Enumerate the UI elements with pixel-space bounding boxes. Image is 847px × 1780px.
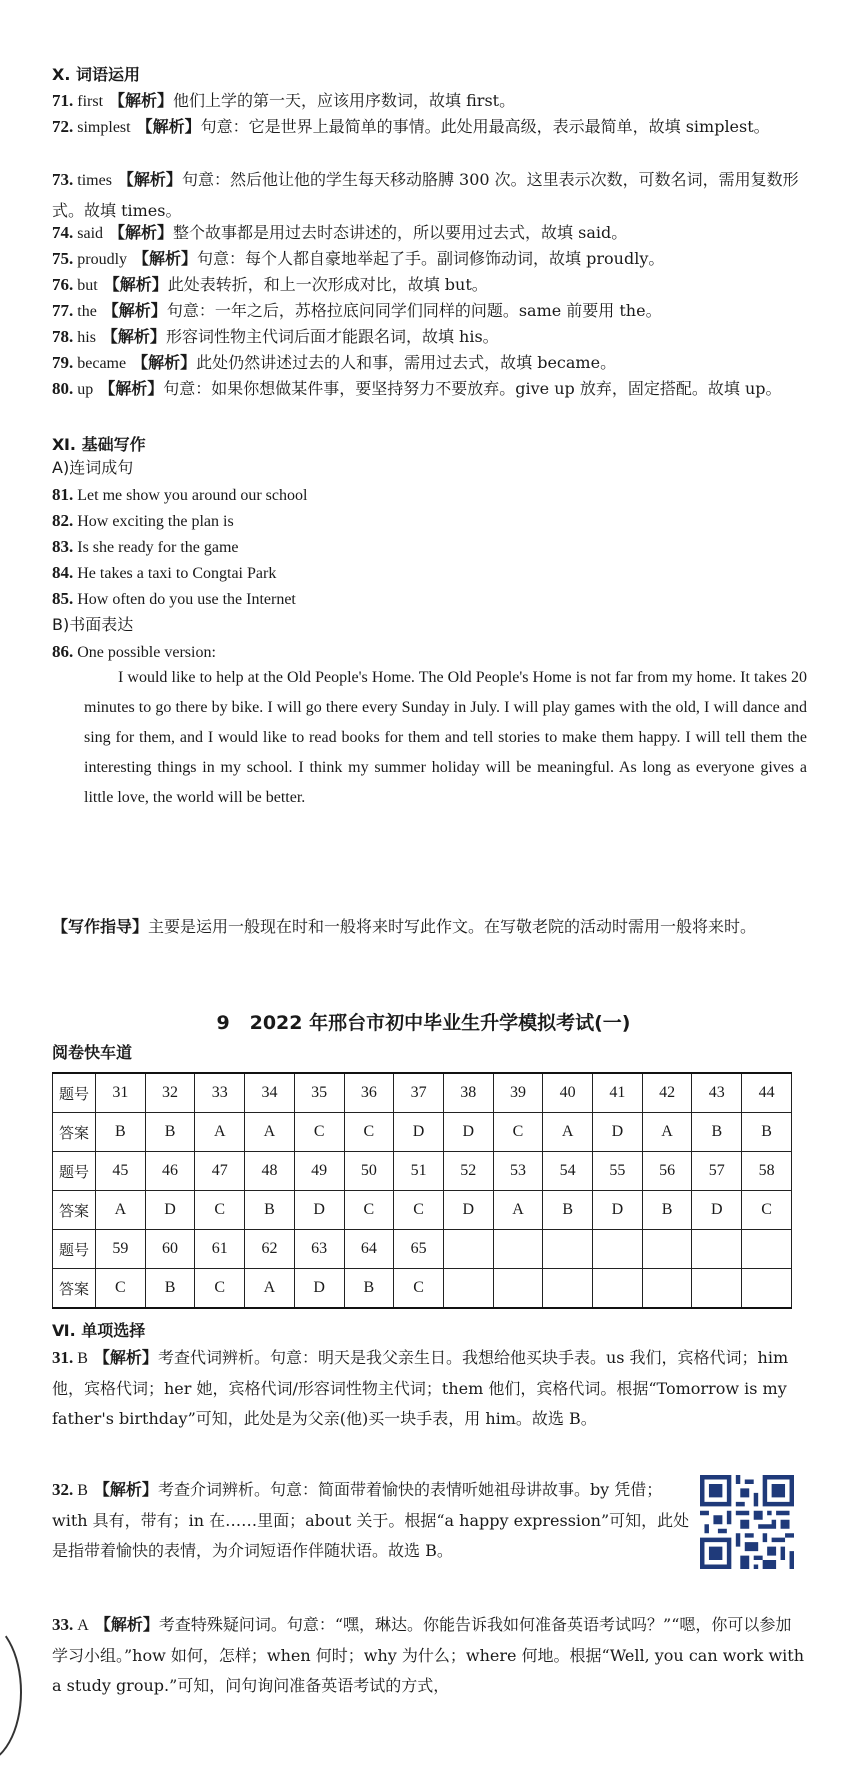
vocab-item-77: 77. the 【解析】句意：一年之后，苏格拉底问同学们同样的问题。same 前要用 the。 bbox=[52, 301, 662, 320]
vocab-item-79: 79. became 【解析】此处仍然讲述过去的人和事，需用过去式，故填 became。 bbox=[52, 353, 617, 372]
question-number-cell: 53 bbox=[493, 1152, 543, 1191]
question-number-cell: 37 bbox=[394, 1073, 444, 1113]
question-number-cell: 44 bbox=[742, 1073, 792, 1113]
section-single-choice-heading: Ⅵ. 单项选择 bbox=[52, 1321, 146, 1340]
question-number-cell: 35 bbox=[294, 1073, 344, 1113]
part-a-heading: A)连词成句 bbox=[52, 458, 134, 477]
vocab-item-72: 72. simplest 【解析】句意：它是世界上最简单的事情。此处用最高级，表示最简单，故填 simplest。 bbox=[52, 117, 770, 136]
vocab-item-75: 75. proudly 【解析】句意：每个人都自豪地举起了手。副词修饰动词，故填 proudly。 bbox=[52, 249, 665, 268]
question-number-cell: 54 bbox=[543, 1152, 593, 1191]
answer-cell: A bbox=[642, 1113, 692, 1152]
question-number-cell: 41 bbox=[593, 1073, 643, 1113]
answer-cell: D bbox=[692, 1191, 742, 1230]
question-number-cell bbox=[742, 1230, 792, 1269]
vocab-item-76: 76. but 【解析】此处表转折，和上一次形成对比，故填 but。 bbox=[52, 275, 488, 294]
question-number-cell: 47 bbox=[195, 1152, 245, 1191]
quick-grading-heading: 阅卷快车道 bbox=[52, 1043, 133, 1062]
part-b-heading: B)书面表达 bbox=[52, 615, 134, 634]
question-number-cell: 36 bbox=[344, 1073, 394, 1113]
answer-cell: B bbox=[245, 1191, 295, 1230]
answer-row bbox=[53, 1113, 792, 1152]
answer-cell: B bbox=[543, 1191, 593, 1230]
answer-cell: D bbox=[443, 1191, 493, 1230]
question-number-cell: 46 bbox=[145, 1152, 195, 1191]
answer-label-cell: 答案 bbox=[53, 1269, 96, 1309]
question-label-cell: 题号 bbox=[53, 1152, 96, 1191]
question-number-cell: 55 bbox=[593, 1152, 643, 1191]
question-number-cell: 43 bbox=[692, 1073, 742, 1113]
answer-cell: A bbox=[245, 1269, 295, 1309]
question-number-cell: 60 bbox=[145, 1230, 195, 1269]
answer-label-cell: 答案 bbox=[53, 1113, 96, 1152]
answer-cell: B bbox=[344, 1269, 394, 1309]
answer-cell bbox=[742, 1269, 792, 1309]
question-number-cell: 31 bbox=[96, 1073, 146, 1113]
answer-cell: B bbox=[145, 1269, 195, 1309]
answer-cell: B bbox=[742, 1113, 792, 1152]
question-number-cell: 34 bbox=[245, 1073, 295, 1113]
answer-cell: C bbox=[344, 1191, 394, 1230]
question-number-cell: 52 bbox=[443, 1152, 493, 1191]
section-writing-heading: Ⅺ. 基础写作 bbox=[52, 435, 146, 454]
answer-cell: D bbox=[294, 1191, 344, 1230]
question-number-cell: 62 bbox=[245, 1230, 295, 1269]
page-edge-arc bbox=[0, 1620, 22, 1764]
choice-item-32: 32. B 【解析】考查介词辨析。句意：简面带着愉快的表情听她祖母讲故事。by 凭借；with 具有，带有；in 在……里面；about 关于。根据“a happy expression”可知，此处是指带着愉快的表情，为介词短语作伴随状语。故选 B。 bbox=[52, 1480, 690, 1560]
answer-cell: B bbox=[96, 1113, 146, 1152]
qr-code-icon[interactable] bbox=[700, 1475, 794, 1569]
answer-cell: D bbox=[294, 1269, 344, 1309]
section-vocab-heading: Ⅹ. 词语运用 bbox=[52, 65, 140, 84]
answer-cell: C bbox=[195, 1191, 245, 1230]
question-number-cell: 51 bbox=[394, 1152, 444, 1191]
question-number-cell: 49 bbox=[294, 1152, 344, 1191]
question-number-cell bbox=[593, 1230, 643, 1269]
answer-cell: D bbox=[593, 1113, 643, 1152]
answer-cell: C bbox=[294, 1113, 344, 1152]
answer-cell: C bbox=[493, 1113, 543, 1152]
question-number-cell: 57 bbox=[692, 1152, 742, 1191]
question-number-cell: 58 bbox=[742, 1152, 792, 1191]
answer-cell: A bbox=[493, 1191, 543, 1230]
answer-cell: A bbox=[96, 1191, 146, 1230]
vocab-item-73: 73. times 【解析】句意：然后他让他的学生每天移动胳膊 300 次。这里表示次数，可数名词，需用复数形式。故填 times。 bbox=[52, 170, 799, 220]
answer-cell: C bbox=[195, 1269, 245, 1309]
answer-cell bbox=[543, 1269, 593, 1309]
question-number-cell: 40 bbox=[543, 1073, 593, 1113]
answer-cell: D bbox=[443, 1113, 493, 1152]
question-number-cell: 50 bbox=[344, 1152, 394, 1191]
answer-cell: D bbox=[145, 1191, 195, 1230]
answer-cell: A bbox=[195, 1113, 245, 1152]
sentence-83: 83. Is she ready for the game bbox=[52, 537, 239, 556]
question-number-cell: 61 bbox=[195, 1230, 245, 1269]
answer-cell: A bbox=[245, 1113, 295, 1152]
sentence-81: 81. Let me show you around our school bbox=[52, 485, 308, 504]
answer-cell: B bbox=[692, 1113, 742, 1152]
answer-label-cell: 答案 bbox=[53, 1191, 96, 1230]
exam-title: 9 2022 年邢台市初中毕业生升学模拟考试(一) bbox=[216, 1012, 631, 1034]
answer-cell: C bbox=[96, 1269, 146, 1309]
vocab-item-74: 74. said 【解析】整个故事都是用过去时态讲述的，所以要用过去式，故填 said。 bbox=[52, 223, 628, 242]
question-number-cell bbox=[543, 1230, 593, 1269]
answer-cell bbox=[493, 1269, 543, 1309]
question-number-cell: 56 bbox=[642, 1152, 692, 1191]
answer-cell bbox=[443, 1269, 493, 1309]
question-number-row bbox=[53, 1073, 792, 1113]
answer-cell: B bbox=[145, 1113, 195, 1152]
answer-cell: D bbox=[593, 1191, 643, 1230]
question-number-cell bbox=[443, 1230, 493, 1269]
question-number-cell: 39 bbox=[493, 1073, 543, 1113]
choice-item-31: 31. B 【解析】考查代词辨析。句意：明天是我父亲生日。我想给他买块手表。us 我们，宾格代词；him 他，宾格代词；her 她，宾格代词/形容词性物主代词；them 他们，宾格代词。根据“Tomorrow is my father's birthday”可知，此处是为父亲(他)买一块手表，用 him。故选 B。 bbox=[52, 1348, 789, 1428]
answer-cell bbox=[593, 1269, 643, 1309]
question-number-cell bbox=[493, 1230, 543, 1269]
vocab-item-80: 80. up 【解析】句意：如果你想做某件事，要坚持努力不要放弃。give up 放弃，固定搭配。故填 up。 bbox=[52, 379, 782, 398]
sentence-85: 85. How often do you use the Internet bbox=[52, 589, 296, 608]
answer-key-table bbox=[52, 1072, 792, 1309]
question-number-cell: 48 bbox=[245, 1152, 295, 1191]
answer-row bbox=[53, 1191, 792, 1230]
question-number-cell: 45 bbox=[96, 1152, 146, 1191]
question-number-cell bbox=[642, 1230, 692, 1269]
answer-cell: C bbox=[742, 1191, 792, 1230]
answer-row bbox=[53, 1269, 792, 1309]
vocab-item-78: 78. his 【解析】形容词性物主代词后面才能跟名词，故填 his。 bbox=[52, 327, 499, 346]
answer-cell: C bbox=[394, 1269, 444, 1309]
essay-intro: 86. One possible version: bbox=[52, 642, 216, 661]
question-label-cell: 题号 bbox=[53, 1073, 96, 1113]
question-number-cell: 42 bbox=[642, 1073, 692, 1113]
sentence-82: 82. How exciting the plan is bbox=[52, 511, 234, 530]
question-label-cell: 题号 bbox=[53, 1230, 96, 1269]
answer-cell: C bbox=[344, 1113, 394, 1152]
answer-cell: D bbox=[394, 1113, 444, 1152]
question-number-cell: 64 bbox=[344, 1230, 394, 1269]
vocab-item-71: 71. first 【解析】他们上学的第一天，应该用序数词，故填 first。 bbox=[52, 91, 516, 110]
question-number-cell bbox=[692, 1230, 742, 1269]
question-number-cell: 33 bbox=[195, 1073, 245, 1113]
choice-item-33: 33. A 【解析】考查特殊疑问词。句意：“嘿，琳达。你能告诉我如何准备英语考试吗？”“嗯，你可以参加学习小组。”how 如何，怎样；when 何时；why 为什么；where 何地。根据“Well, you can work with a study group.”可知，问句询问准备英语考试的方式， bbox=[52, 1615, 805, 1695]
essay-body: I would like to help at the Old People's Home. The Old People's Home is not far from my home. It takes 20 minutes to go there by bike. I will go there every Sunday in July. I will play games with the old, I will dance and sing for them, and I would like to read books for them and tell stories to make them happy. I will tell them the interesting things in my school. I think my summer holiday will be meaningful. As long as everyone gives a little love, the world will be better. bbox=[84, 669, 807, 806]
question-number-cell: 65 bbox=[394, 1230, 444, 1269]
question-number-row bbox=[53, 1230, 792, 1269]
question-number-cell: 63 bbox=[294, 1230, 344, 1269]
question-number-cell: 38 bbox=[443, 1073, 493, 1113]
sentence-84: 84. He takes a taxi to Congtai Park bbox=[52, 563, 277, 582]
question-number-cell: 59 bbox=[96, 1230, 146, 1269]
answer-cell: A bbox=[543, 1113, 593, 1152]
answer-cell bbox=[642, 1269, 692, 1309]
writing-guide: 【写作指导】主要是运用一般现在时和一般将来时写此作文。在写敬老院的活动时需用一般将来时。 bbox=[52, 917, 757, 936]
answer-cell: B bbox=[642, 1191, 692, 1230]
question-number-cell: 32 bbox=[145, 1073, 195, 1113]
question-number-row bbox=[53, 1152, 792, 1191]
answer-cell: C bbox=[394, 1191, 444, 1230]
answer-cell bbox=[692, 1269, 742, 1309]
